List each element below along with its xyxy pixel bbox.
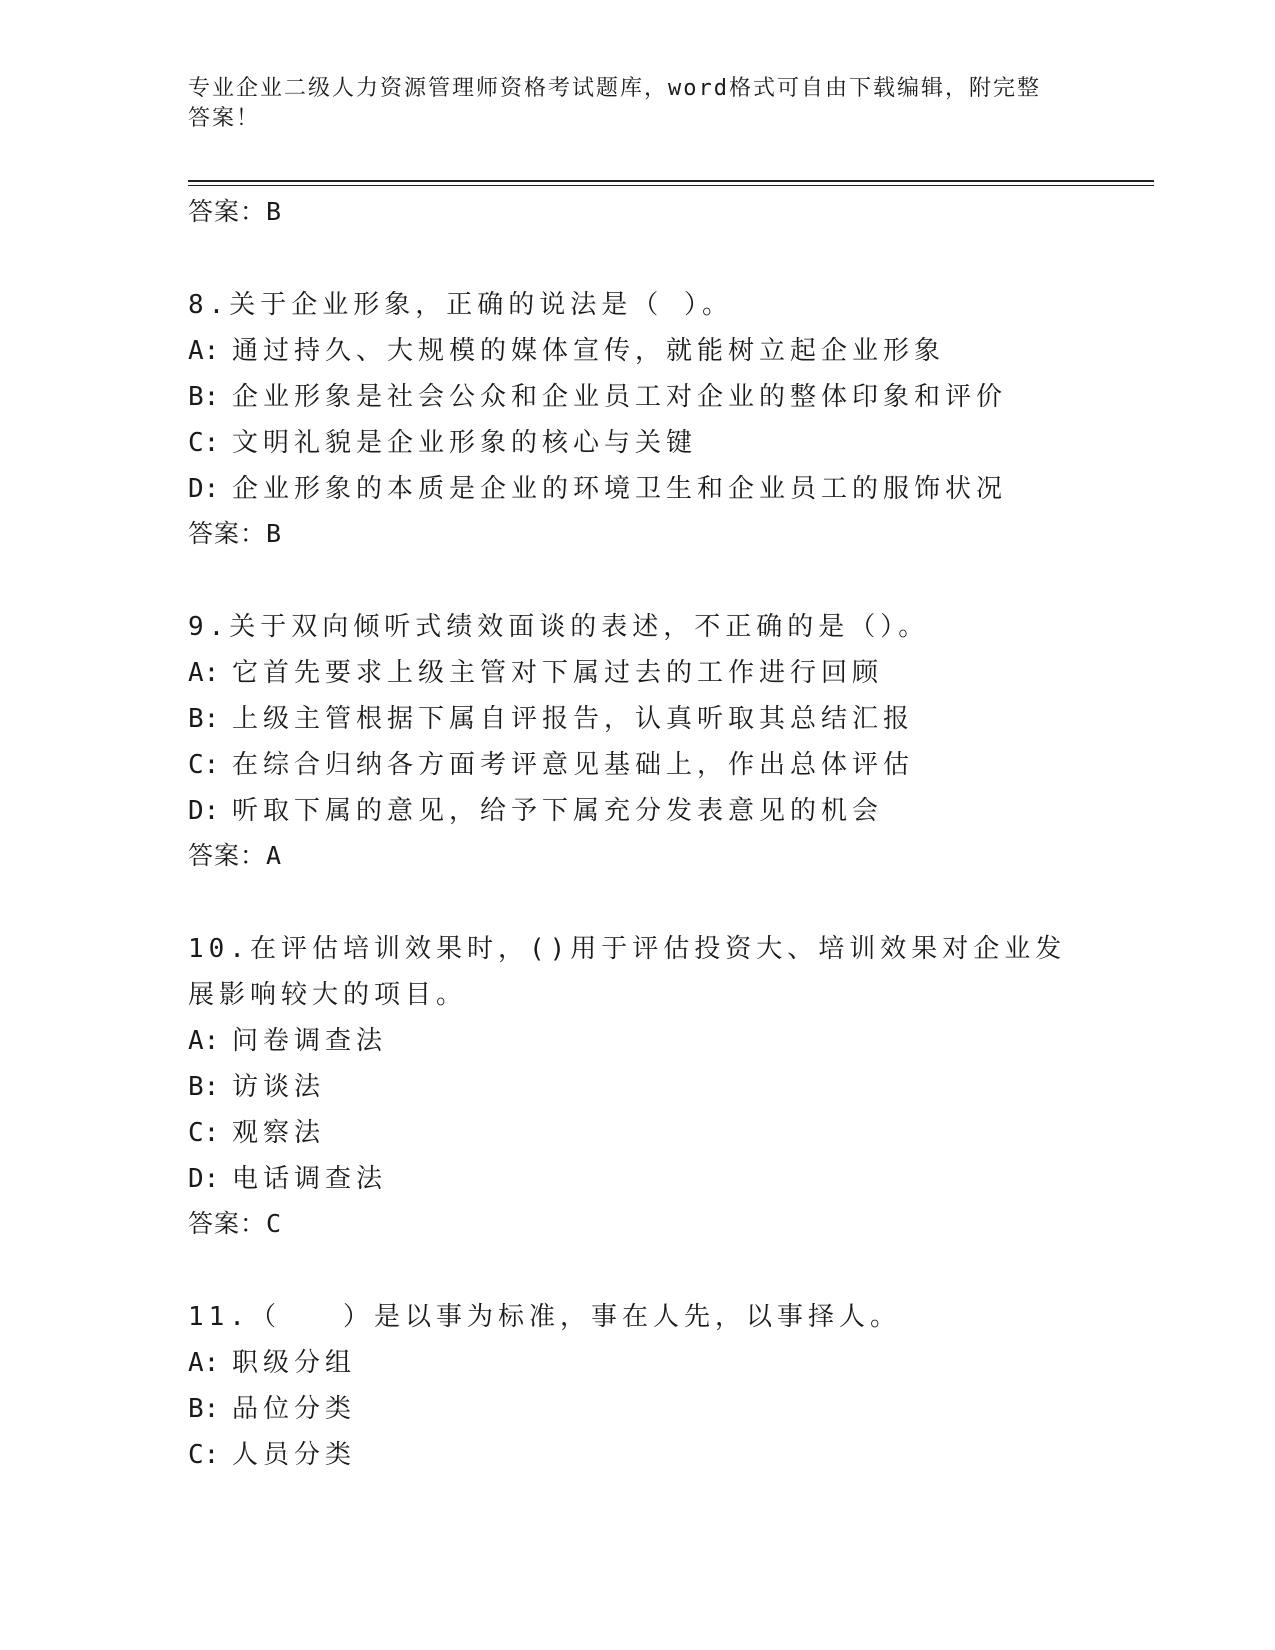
option-c	[188, 742, 1088, 788]
question-stem: 10.在评估培训效果时，()用于评估投资大、培训效果对企业发展影响较大的项目。	[188, 934, 1067, 1010]
option-c	[188, 1110, 1088, 1156]
header-line-2: 答案！	[188, 106, 261, 131]
answer: 答案：A	[188, 841, 283, 870]
question-9	[188, 604, 1088, 878]
option-letter: C:	[188, 1440, 220, 1470]
answer: 答案：C	[188, 1209, 283, 1238]
option-text: 访谈法	[232, 1072, 326, 1102]
option-text: 通过持久、大规模的媒体宣传，就能树立起企业形象	[232, 336, 946, 366]
option-text: 职级分组	[232, 1348, 357, 1378]
option-text: 企业形象是社会公众和企业员工对企业的整体印象和评价	[232, 382, 1008, 412]
option-b	[188, 696, 1088, 742]
option-b	[188, 1386, 1088, 1432]
option-text: 品位分类	[232, 1394, 357, 1424]
option-letter: C:	[188, 750, 220, 780]
answer: 答案：B	[188, 519, 283, 548]
question-list	[188, 190, 1088, 1478]
option-b	[188, 374, 1088, 420]
header-line-1: 专业企业二级人力资源管理师资格考试题库，word格式可自由下载编辑，附完整	[188, 76, 1041, 101]
option-letter: C:	[188, 428, 220, 458]
option-c	[188, 1432, 1088, 1478]
option-a	[188, 1340, 1088, 1386]
previous-answer: 答案：B	[188, 197, 283, 226]
option-letter: B:	[188, 1072, 220, 1102]
option-text: 观察法	[232, 1118, 326, 1148]
option-letter: D:	[188, 474, 220, 504]
question-stem: 8.关于企业形象，正确的说法是（ ）。	[188, 290, 733, 320]
option-text: 听取下属的意见，给予下属充分发表意见的机会	[232, 796, 884, 826]
document-header	[188, 74, 1068, 134]
option-text: 人员分类	[232, 1440, 357, 1470]
option-letter: A:	[188, 658, 220, 688]
option-text: 文明礼貌是企业形象的核心与关键	[232, 428, 698, 458]
spacer	[188, 234, 1088, 282]
spacer	[188, 878, 1088, 926]
question-8	[188, 282, 1088, 556]
option-letter: A:	[188, 1348, 220, 1378]
question-11	[188, 1294, 1088, 1478]
option-letter: A:	[188, 1026, 220, 1056]
question-stem: 11.（ ）是以事为标准，事在人先，以事择人。	[188, 1302, 901, 1332]
question-10	[188, 926, 1088, 1246]
option-text: 企业形象的本质是企业的环境卫生和企业员工的服饰状况	[232, 474, 1008, 504]
option-letter: D:	[188, 1164, 220, 1194]
option-letter: B:	[188, 1394, 220, 1424]
option-d	[188, 466, 1088, 512]
option-c	[188, 420, 1088, 466]
option-letter: D:	[188, 796, 220, 826]
option-a	[188, 650, 1088, 696]
option-a	[188, 328, 1088, 374]
option-letter: B:	[188, 704, 220, 734]
option-text: 电话调查法	[232, 1164, 388, 1194]
option-text: 问卷调查法	[232, 1026, 388, 1056]
option-b	[188, 1064, 1088, 1110]
option-letter: A:	[188, 336, 220, 366]
option-text: 在综合归纳各方面考评意见基础上，作出总体评估	[232, 750, 915, 780]
spacer	[188, 1246, 1088, 1294]
option-letter: B:	[188, 382, 220, 412]
option-a	[188, 1018, 1088, 1064]
question-stem: 9.关于双向倾听式绩效面谈的表述，不正确的是（）。	[188, 612, 930, 642]
header-divider-thick	[188, 180, 1154, 182]
header-divider-thin	[188, 185, 1154, 186]
option-text: 上级主管根据下属自评报告，认真听取其总结汇报	[232, 704, 915, 734]
option-letter: C:	[188, 1118, 220, 1148]
option-d	[188, 1156, 1088, 1202]
option-d	[188, 788, 1088, 834]
spacer	[188, 556, 1088, 604]
option-text: 它首先要求上级主管对下属过去的工作进行回顾	[232, 658, 884, 688]
